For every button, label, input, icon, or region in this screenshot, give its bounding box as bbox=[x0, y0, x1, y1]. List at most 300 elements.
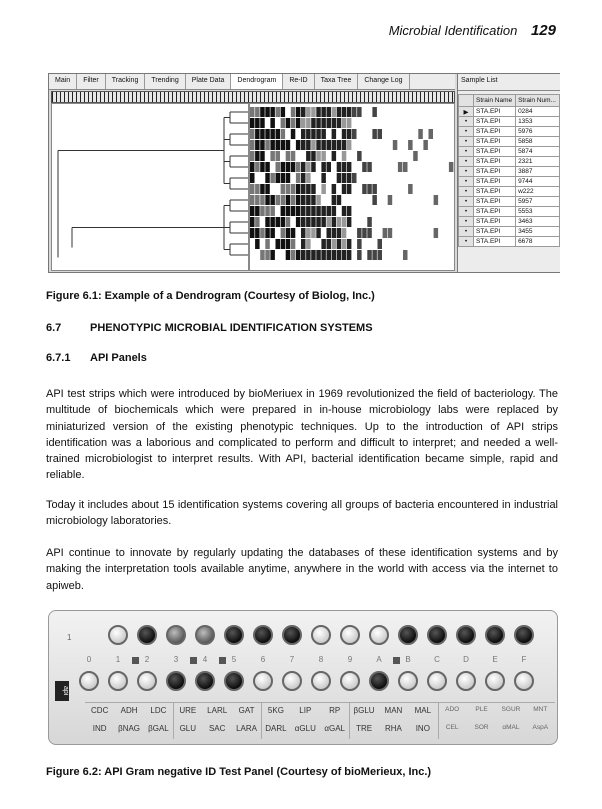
heatmap-cell bbox=[321, 228, 326, 238]
sample-row[interactable] bbox=[459, 187, 560, 197]
row-selector[interactable]: • bbox=[459, 187, 474, 197]
heatmap-cell bbox=[286, 129, 291, 139]
figure2-caption: Figure 6.2: API Gram negative ID Test Panel (Courtesy of bioMerieux, Inc.) bbox=[46, 766, 432, 778]
heatmap-cell bbox=[357, 195, 362, 205]
heatmap-cell bbox=[316, 206, 321, 216]
heatmap-cell bbox=[296, 173, 301, 183]
heatmap-cell bbox=[423, 118, 428, 128]
heatmap-cell bbox=[383, 195, 388, 205]
heatmap-cell bbox=[393, 107, 398, 117]
heatmap-cell bbox=[372, 173, 377, 183]
heatmap-cell bbox=[378, 140, 383, 150]
heatmap-cell bbox=[311, 151, 316, 161]
heatmap-cell bbox=[439, 151, 444, 161]
heatmap-cell bbox=[408, 239, 413, 249]
heatmap-cell bbox=[337, 107, 342, 117]
strain-name-cell: STA.EPI bbox=[474, 187, 516, 197]
heatmap-cell bbox=[286, 250, 291, 260]
heatmap-cell bbox=[342, 140, 347, 150]
heatmap-cell bbox=[413, 206, 418, 216]
heatmap-cell bbox=[378, 151, 383, 161]
heatmap-cell bbox=[316, 129, 321, 139]
paragraph-1: API test strips which were introduced by bioMeriuex in 1969 revolutionized the field of bacteriology. The multitude of biochemicals which were prepared in in-house microbiology labs were replaced by miniaturized version of the existing phenotypic techniques. Up to the introduction of API strips identification was a laborious and complicated to perform and difficult to interpret; and needed a well-trained microbiologist to interpret results. With API, bacterial identification became simple, rapid and reliable. bbox=[46, 388, 558, 482]
heatmap-cell bbox=[276, 129, 281, 139]
heatmap-cell bbox=[327, 129, 332, 139]
heatmap-cell bbox=[306, 107, 311, 117]
heatmap-cell bbox=[281, 250, 286, 260]
heatmap-cell bbox=[388, 151, 393, 161]
tab-filter[interactable]: Filter bbox=[77, 74, 106, 89]
heatmap-cell bbox=[255, 151, 260, 161]
heatmap-cell bbox=[286, 228, 291, 238]
heatmap-cell bbox=[352, 118, 357, 128]
strain-number-cell: 5874 bbox=[516, 147, 560, 157]
section-number: 6.7 bbox=[46, 322, 62, 334]
heatmap-cell bbox=[281, 239, 286, 249]
test-well bbox=[108, 625, 128, 645]
heatmap-cell bbox=[296, 162, 301, 172]
test-code-label: LARA bbox=[236, 724, 258, 733]
sample-row[interactable] bbox=[459, 197, 560, 207]
heatmap-cell bbox=[332, 250, 337, 260]
heatmap-cell bbox=[372, 239, 377, 249]
heatmap-cell bbox=[291, 217, 296, 227]
strain-name-cell: STA.EPI bbox=[474, 207, 516, 217]
sample-row[interactable] bbox=[459, 217, 560, 227]
heatmap-cell bbox=[337, 184, 342, 194]
subsection-heading bbox=[46, 352, 147, 364]
heatmap-cell bbox=[332, 129, 337, 139]
heatmap-cell bbox=[439, 129, 444, 139]
row-selector[interactable]: • bbox=[459, 117, 474, 127]
heatmap-cell bbox=[327, 206, 332, 216]
test-code-label: LDC bbox=[150, 706, 167, 715]
row-selector[interactable]: • bbox=[459, 157, 474, 167]
heatmap-cell bbox=[260, 184, 265, 194]
heatmap-cell bbox=[286, 151, 291, 161]
heatmap-cell bbox=[444, 129, 449, 139]
strain-number-cell: 5553 bbox=[516, 207, 560, 217]
heatmap-cell bbox=[250, 107, 255, 117]
row-selector[interactable]: ▶ bbox=[459, 107, 474, 117]
test-well bbox=[456, 625, 476, 645]
heatmap-cell bbox=[362, 217, 367, 227]
heatmap-cell bbox=[388, 118, 393, 128]
heatmap-cell bbox=[332, 140, 337, 150]
running-header-title: Microbial Identification bbox=[388, 23, 518, 38]
test-code-label: MAN bbox=[384, 706, 403, 715]
section-title: PHENOTYPIC MICROBIAL IDENTIFICATION SYSTEMS bbox=[90, 322, 373, 334]
heatmap-cell bbox=[296, 195, 301, 205]
strain-name-cell: STA.EPI bbox=[474, 107, 516, 117]
well-number-label: 1 bbox=[115, 655, 121, 664]
tab-taxa-tree[interactable]: Taxa Tree bbox=[315, 74, 359, 89]
heatmap-cell bbox=[449, 107, 454, 117]
heatmap-cell bbox=[388, 140, 393, 150]
figure1-caption: Figure 6.1: Example of a Dendrogram (Courtesy of Biolog, Inc.) bbox=[46, 290, 375, 302]
heatmap-cell bbox=[434, 217, 439, 227]
tab-trending[interactable]: Trending bbox=[145, 74, 185, 89]
heatmap-cell bbox=[423, 228, 428, 238]
heatmap-cell bbox=[255, 173, 260, 183]
heatmap-cell bbox=[270, 151, 275, 161]
heatmap-cell bbox=[444, 206, 449, 216]
heatmap-cell bbox=[327, 107, 332, 117]
heatmap-cell bbox=[291, 239, 296, 249]
heatmap-cell bbox=[352, 173, 357, 183]
heatmap-cell bbox=[281, 206, 286, 216]
heatmap-cell bbox=[413, 184, 418, 194]
sample-row[interactable] bbox=[459, 207, 560, 217]
heatmap-cell bbox=[413, 239, 418, 249]
heatmap-cell bbox=[255, 217, 260, 227]
heatmap-cell bbox=[255, 206, 260, 216]
heatmap-cell bbox=[367, 195, 372, 205]
heatmap-cell bbox=[316, 184, 321, 194]
tab-tracking[interactable]: Tracking bbox=[106, 74, 146, 89]
heatmap-cell bbox=[306, 184, 311, 194]
heatmap-cell bbox=[321, 151, 326, 161]
heatmap-cell bbox=[429, 184, 434, 194]
heatmap-cell bbox=[429, 173, 434, 183]
heatmap-cell bbox=[362, 206, 367, 216]
heatmap-cell bbox=[316, 118, 321, 128]
heatmap-cell bbox=[413, 250, 418, 260]
heatmap-cell bbox=[388, 206, 393, 216]
heatmap-cell bbox=[423, 217, 428, 227]
heatmap-cell bbox=[434, 250, 439, 260]
test-well bbox=[166, 671, 186, 691]
tab-plate-data[interactable]: Plate Data bbox=[186, 74, 232, 89]
sample-row[interactable] bbox=[459, 137, 560, 147]
well-number-label: D bbox=[463, 655, 469, 664]
heatmap-cell bbox=[301, 195, 306, 205]
heatmap-cell bbox=[296, 140, 301, 150]
heatmap-cell bbox=[337, 250, 342, 260]
heatmap-cell bbox=[301, 173, 306, 183]
heatmap-cell bbox=[276, 107, 281, 117]
well-number-label: B bbox=[405, 655, 411, 664]
heatmap-cell bbox=[337, 173, 342, 183]
heatmap-cell bbox=[393, 151, 398, 161]
heatmap-cell bbox=[408, 206, 413, 216]
heatmap-cell bbox=[367, 239, 372, 249]
heatmap-cell bbox=[342, 195, 347, 205]
heatmap-cell bbox=[316, 228, 321, 238]
heatmap-cell bbox=[393, 140, 398, 150]
sample-row[interactable] bbox=[459, 147, 560, 157]
heatmap-cell bbox=[444, 118, 449, 128]
heatmap-cell bbox=[403, 250, 408, 260]
sample-row[interactable] bbox=[459, 227, 560, 237]
column-header-strip bbox=[51, 91, 455, 103]
test-well bbox=[369, 671, 389, 691]
heatmap-cell bbox=[362, 140, 367, 150]
test-code-label: ADH bbox=[120, 706, 138, 715]
heatmap-cell bbox=[306, 250, 311, 260]
heatmap-cell bbox=[429, 195, 434, 205]
tab-re-id[interactable]: Re-ID bbox=[283, 74, 314, 89]
heatmap-cell bbox=[388, 184, 393, 194]
heatmap-cell bbox=[332, 151, 337, 161]
test-code-label: MNT bbox=[533, 706, 548, 713]
test-well bbox=[427, 671, 447, 691]
heatmap-cell bbox=[306, 217, 311, 227]
heatmap-cell bbox=[378, 118, 383, 128]
heatmap-cell bbox=[352, 239, 357, 249]
heatmap-cell bbox=[342, 162, 347, 172]
test-code-label: SOR bbox=[474, 724, 489, 731]
heatmap-cell bbox=[418, 162, 423, 172]
heatmap-cell bbox=[418, 173, 423, 183]
heatmap-cell bbox=[398, 195, 403, 205]
heatmap-cell bbox=[352, 151, 357, 161]
heatmap-cell bbox=[347, 107, 352, 117]
heatmap-cell bbox=[403, 151, 408, 161]
heatmap-cell bbox=[327, 118, 332, 128]
heatmap-cell bbox=[306, 151, 311, 161]
heatmap-cell bbox=[342, 184, 347, 194]
heatmap-cell bbox=[388, 107, 393, 117]
strain-number-cell: 5858 bbox=[516, 137, 560, 147]
row-selector[interactable]: • bbox=[459, 207, 474, 217]
row-selector[interactable]: • bbox=[459, 217, 474, 227]
heatmap-cell bbox=[321, 140, 326, 150]
heatmap-cell bbox=[337, 129, 342, 139]
heatmap-cell bbox=[439, 228, 444, 238]
tab-main[interactable]: Main bbox=[49, 74, 77, 89]
test-well bbox=[514, 671, 534, 691]
heatmap-cell bbox=[260, 239, 265, 249]
heatmap-cell bbox=[311, 206, 316, 216]
heatmap-cell bbox=[398, 184, 403, 194]
subsection-number: 6.7.1 bbox=[46, 352, 71, 364]
heatmap-cell bbox=[423, 129, 428, 139]
heatmap-cell bbox=[413, 118, 418, 128]
sample-row[interactable] bbox=[459, 117, 560, 127]
heatmap-cell bbox=[429, 118, 434, 128]
heatmap-cell bbox=[398, 217, 403, 227]
sample-row[interactable] bbox=[459, 127, 560, 137]
row-selector[interactable]: • bbox=[459, 167, 474, 177]
heatmap-cell bbox=[316, 195, 321, 205]
heatmap-cell bbox=[291, 107, 296, 117]
heatmap-cell bbox=[301, 239, 306, 249]
heatmap-cell bbox=[301, 184, 306, 194]
heatmap-cell bbox=[393, 184, 398, 194]
heatmap-cell bbox=[357, 118, 362, 128]
heatmap-cell bbox=[372, 206, 377, 216]
test-well bbox=[253, 625, 273, 645]
heatmap-cell bbox=[388, 162, 393, 172]
test-code-label: CEL bbox=[445, 724, 459, 731]
tab-bar bbox=[49, 74, 455, 90]
heatmap-cell bbox=[250, 118, 255, 128]
heatmap-cell bbox=[352, 228, 357, 238]
heatmap-cell bbox=[413, 129, 418, 139]
heatmap-cell bbox=[332, 228, 337, 238]
heatmap-cell bbox=[286, 107, 291, 117]
heatmap-cell bbox=[388, 228, 393, 238]
heatmap-cell bbox=[321, 129, 326, 139]
heatmap-cell bbox=[311, 217, 316, 227]
heatmap-cell bbox=[255, 250, 260, 260]
heatmap-cell bbox=[408, 162, 413, 172]
heatmap-cell bbox=[347, 118, 352, 128]
heatmap-cell bbox=[393, 239, 398, 249]
well-number-label: 0 bbox=[86, 655, 92, 664]
heatmap-cell bbox=[260, 228, 265, 238]
heatmap-cell bbox=[367, 118, 372, 128]
heatmap-cell bbox=[398, 206, 403, 216]
sample-row[interactable] bbox=[459, 177, 560, 187]
heatmap-cell bbox=[321, 195, 326, 205]
heatmap-cell bbox=[291, 228, 296, 238]
heatmap-cell bbox=[265, 151, 270, 161]
heatmap-cell bbox=[449, 195, 454, 205]
row-selector[interactable]: • bbox=[459, 137, 474, 147]
heatmap-cell bbox=[250, 151, 255, 161]
row-selector[interactable]: • bbox=[459, 127, 474, 137]
row-selector[interactable]: • bbox=[459, 177, 474, 187]
heatmap-cell bbox=[321, 250, 326, 260]
phenotype-heatmap bbox=[250, 104, 454, 270]
heatmap-cell bbox=[337, 140, 342, 150]
api-logo-strip bbox=[55, 661, 69, 741]
strain-number-cell: 0284 bbox=[516, 107, 560, 117]
strain-number-cell: w222 bbox=[516, 187, 560, 197]
heatmap-cell bbox=[393, 129, 398, 139]
sample-row[interactable] bbox=[459, 157, 560, 167]
heatmap-cell bbox=[311, 129, 316, 139]
tab-dendrogram[interactable]: Dendrogram bbox=[231, 74, 283, 89]
heatmap-cell bbox=[265, 162, 270, 172]
heatmap-cell bbox=[291, 162, 296, 172]
heatmap-cell bbox=[393, 217, 398, 227]
heatmap-cell bbox=[291, 151, 296, 161]
heatmap-cell bbox=[444, 217, 449, 227]
row-selector[interactable]: • bbox=[459, 197, 474, 207]
heatmap-cell bbox=[301, 228, 306, 238]
sample-row[interactable] bbox=[459, 107, 560, 117]
heatmap-cell bbox=[372, 151, 377, 161]
heatmap-cell bbox=[403, 173, 408, 183]
heatmap-cell bbox=[362, 107, 367, 117]
test-code-label: RHA bbox=[384, 724, 402, 733]
heatmap-cell bbox=[413, 107, 418, 117]
heatmap-cell bbox=[357, 250, 362, 260]
heatmap-cell bbox=[321, 206, 326, 216]
heatmap-cell bbox=[413, 162, 418, 172]
heatmap-cell bbox=[378, 107, 383, 117]
dendrogram-figure bbox=[48, 73, 560, 273]
heatmap-cell bbox=[265, 184, 270, 194]
heatmap-cell bbox=[352, 206, 357, 216]
test-code-label: ADO bbox=[445, 706, 460, 713]
heatmap-cell bbox=[408, 129, 413, 139]
well-number-label: 8 bbox=[318, 655, 324, 664]
heatmap-cell bbox=[270, 250, 275, 260]
section-heading bbox=[46, 322, 373, 334]
heatmap-cell bbox=[434, 118, 439, 128]
heatmap-cell bbox=[423, 162, 428, 172]
strain-name-cell: STA.EPI bbox=[474, 127, 516, 137]
heatmap-cell bbox=[291, 206, 296, 216]
column-header-strain-name[interactable]: Strain Name bbox=[474, 95, 516, 107]
heatmap-cell bbox=[316, 140, 321, 150]
heatmap-cell bbox=[265, 107, 270, 117]
heatmap-cell bbox=[423, 151, 428, 161]
api-test-strip-photo bbox=[48, 610, 558, 745]
heatmap-cell bbox=[342, 129, 347, 139]
heatmap-cell bbox=[250, 206, 255, 216]
row-selector[interactable]: • bbox=[459, 227, 474, 237]
heatmap-cell bbox=[423, 250, 428, 260]
heatmap-cell bbox=[449, 206, 454, 216]
heatmap-cell bbox=[270, 107, 275, 117]
heatmap-cell bbox=[444, 162, 449, 172]
heatmap-cell bbox=[388, 250, 393, 260]
row-selector[interactable]: • bbox=[459, 237, 474, 247]
row-selector[interactable]: • bbox=[459, 147, 474, 157]
sample-list-header-row bbox=[459, 95, 560, 107]
heatmap-cell bbox=[255, 140, 260, 150]
heatmap-cell bbox=[311, 228, 316, 238]
heatmap-cell bbox=[327, 228, 332, 238]
heatmap-cell bbox=[398, 250, 403, 260]
well-number-label: 3 bbox=[173, 655, 179, 664]
heatmap-cell bbox=[286, 217, 291, 227]
heatmap-cell bbox=[306, 173, 311, 183]
heatmap-cell bbox=[301, 162, 306, 172]
strain-name-cell: STA.EPI bbox=[474, 217, 516, 227]
heatmap-cell bbox=[383, 118, 388, 128]
heatmap-cell bbox=[429, 151, 434, 161]
heatmap-cell bbox=[434, 107, 439, 117]
heatmap-cell bbox=[311, 140, 316, 150]
tab-change-log[interactable]: Change Log bbox=[358, 74, 409, 89]
heatmap-cell bbox=[301, 250, 306, 260]
heatmap-cell bbox=[347, 195, 352, 205]
heatmap-cell bbox=[393, 173, 398, 183]
heatmap-cell bbox=[270, 195, 275, 205]
heatmap-cell bbox=[388, 129, 393, 139]
heatmap-cell bbox=[347, 239, 352, 249]
heatmap-cell bbox=[362, 129, 367, 139]
heatmap-cell bbox=[357, 162, 362, 172]
test-well bbox=[166, 625, 186, 645]
heatmap-cell bbox=[291, 118, 296, 128]
heatmap-cell bbox=[372, 228, 377, 238]
api-logo: api bbox=[55, 681, 69, 701]
heatmap-cell bbox=[429, 140, 434, 150]
heatmap-cell bbox=[327, 239, 332, 249]
sample-row[interactable] bbox=[459, 167, 560, 177]
heatmap-cell bbox=[270, 129, 275, 139]
heatmap-cell bbox=[347, 151, 352, 161]
heatmap-cell bbox=[332, 239, 337, 249]
heatmap-cell bbox=[296, 250, 301, 260]
heatmap-cell bbox=[276, 140, 281, 150]
heatmap-cell bbox=[434, 239, 439, 249]
strain-name-cell: STA.EPI bbox=[474, 227, 516, 237]
heatmap-cell bbox=[408, 107, 413, 117]
heatmap-cell bbox=[250, 217, 255, 227]
heatmap-cell bbox=[265, 173, 270, 183]
sample-row[interactable] bbox=[459, 237, 560, 247]
test-code-label: LARL bbox=[207, 706, 228, 715]
column-header-strain-number[interactable]: Strain Num... bbox=[516, 95, 560, 107]
